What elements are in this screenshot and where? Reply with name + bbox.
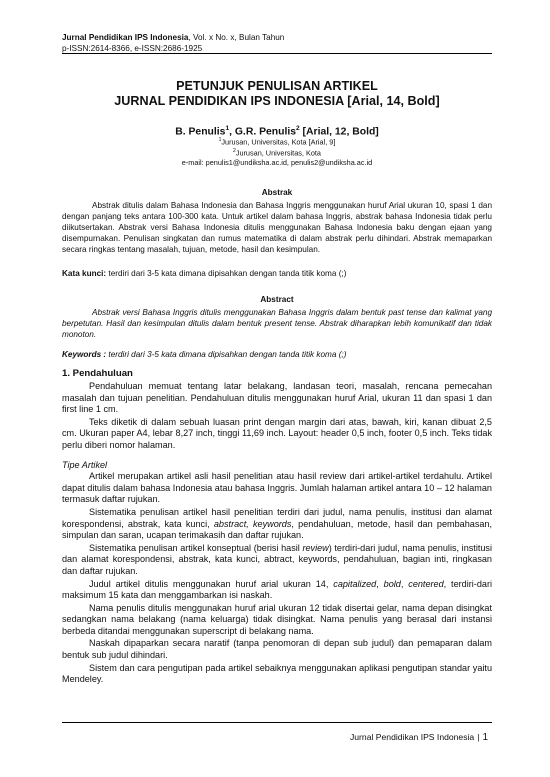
- affiliation-1-text: Jurusan, Universitas, Kota [Arial, 9]: [221, 137, 336, 147]
- running-header: [62, 32, 284, 54]
- author-2-name: G.R. Penulis: [234, 126, 297, 138]
- paragraph-6-comma-1: ,: [376, 578, 384, 589]
- abstrak-text: Abstrak ditulis dalam Bahasa Indonesia dan Bahasa Inggris menggunakan huruf Arial ukuran 10, spasi 1 dan dengan panjang teks antara 100-300 kata. Untuk artikel dalam bahasa Inggris, abstrak bahasa Indonesia tidak perlu diikutsertakan. Abstrak versi Bahasa Indonesia ditulis menggunakan Bahasa Indonesia baku dengan ejaan yang disempurnakan. Penulisan singkatan dan rumus matematika di dalam abstrak perlu dihindari. Abstrak memaparkan secara ringkas tentang masalah, tujuan, metode, hasil dan kesimpulan.: [62, 201, 492, 254]
- section-body: [62, 381, 492, 687]
- author-1-name: B. Penulis: [175, 126, 226, 138]
- page-footer: [350, 732, 488, 743]
- paragraph-4-part-b: , pendahuluan, metode, hasil dan pembahasan, simpulan dan saran, ucapan terimakasih dan daftar rujukan.: [62, 518, 493, 541]
- title-line-2: JURNAL PENDIDIKAN IPS INDONESIA [Arial, 14, Bold]: [114, 94, 440, 108]
- affiliation-1: [62, 136, 492, 147]
- author-format-note: [Arial, 12, Bold]: [299, 126, 379, 138]
- paragraph-8: Naskah dipaparkan secara naratif (tanpa penomoran di depan sub judul) dan pemaparan dalam bentuk sub judul dihindari.: [62, 638, 492, 661]
- footer-separator: |: [477, 732, 480, 742]
- affiliation-1-superscript: 1: [218, 137, 222, 143]
- affiliation-2-superscript: 2: [233, 148, 236, 155]
- page-number: 1: [482, 732, 488, 743]
- paragraph-4-part-a: Sistematika penulisan artikel hasil penelitian terdiri dari judul, nama penulis, institusi dan alamat korespondensi, abstrak, kata kunci,: [62, 506, 492, 529]
- paragraph-5-part-b: ) terdiri-dari judul, nama penulis, institusi dan alamat korespondensi, abstrak, kata kunci, abtract, keywords, pendahuluan, bagian inti, ringkasan dan daftar rujukan.: [62, 542, 492, 576]
- author-separator: ,: [229, 126, 235, 138]
- keywords-line: [62, 349, 492, 360]
- keywords-text: terdiri dari 3-5 kata dimana dipisahkan dengan tanda titik koma (;): [106, 350, 347, 359]
- paragraph-2: Teks diketik di dalam sebuah luasan print dengan margin dari atas, bawah, kiri, kanan dibuat 2,5 cm. Ukuran paper A4, lebar 8,27 inch, tinggi 11,69 inch. Layout: header 0,5 inch, footer 0,5 inch. Teks tidak perlu diberi nomor halaman.: [62, 416, 492, 450]
- author-1-superscript: 1: [225, 125, 230, 132]
- section-heading-pendahuluan: 1. Pendahuluan: [62, 368, 133, 379]
- abstract-heading: Abstract: [260, 295, 294, 304]
- abstrak-heading: Abstrak: [261, 188, 293, 197]
- paragraph-6-italic-1: capitalized: [333, 578, 377, 589]
- footer-divider: [62, 722, 492, 723]
- paragraph-4-italic: abstract, keywords: [213, 518, 292, 529]
- header-journal-name: Jurnal Pendidikan IPS Indonesia: [62, 33, 189, 42]
- paragraph-6-part-a: Judul artikel ditulis menggunakan huruf arial ukuran 14,: [89, 578, 334, 589]
- paragraph-5-part-a: Sistematika penulisan artikel konseptual (berisi hasil: [89, 542, 303, 553]
- paragraph-3: Artikel merupakan artikel asli hasil penelitian atau hasil review dari artikel-artikel terdahulu. Artikel dapat ditulis dalam bahasa Indonesia atau bahasa Inggris. Jumlah halaman artikel antara 10 – 12 halaman termasuk daftar rujukan.: [62, 471, 492, 505]
- abstract-text: Abstrak versi Bahasa Inggris ditulis menggunakan Bahasa Inggris dalam bentuk past tense dan kalimat yang berpetutan. Hasil dan kesimpulan ditulis dalam bentuk present tense. Abstrak diharapkan lebih komunikatif dan tidak monoton.: [62, 308, 492, 339]
- paragraph-7: Nama penulis ditulis menggunakan huruf arial ukuran 12 tidak disertai gelar, nama depan disingkat sedangkan nama belakang (nama keluarga) tidak disingkat. Nama penulis yang berasal dari instansi berbeda ditandai menggunakan superscript di belakang nama.: [62, 602, 492, 636]
- paragraph-5-italic: review: [302, 542, 329, 553]
- title-line-1: PETUNJUK PENULISAN ARTIKEL: [176, 79, 378, 93]
- kata-kunci-line: [62, 268, 492, 279]
- header-journal-line: [62, 32, 284, 43]
- kata-kunci-text: terdiri dari 3-5 kata dimana dipisahkan dengan tanda titik koma (;): [106, 269, 347, 278]
- affiliation-2-text: Jurusan, Universitas, Kota: [235, 148, 321, 158]
- paragraph-9: Sistem dan cara pengutipan pada artikel sebaiknya menggunakan aplikasi pengutipan standar yaitu Mendeley.: [62, 662, 492, 685]
- affiliations: [62, 136, 492, 168]
- header-issn: p-ISSN:2614-8366, e-ISSN:2686-1925: [62, 44, 203, 53]
- header-volume: , Vol. x No. x, Bulan Tahun: [188, 33, 285, 42]
- author-2-superscript: 2: [296, 125, 300, 132]
- subheading-tipe-artikel: Tipe Artikel: [62, 459, 108, 470]
- paragraph-6-italic-2: bold: [383, 578, 401, 589]
- paragraph-6-part-b: , terdiri-dari maksimum 15 kata dan menggambarkan isi naskah.: [62, 578, 492, 601]
- footer-journal: Jurnal Pendidikan IPS Indonesia: [349, 732, 475, 742]
- paragraph-5: [62, 543, 492, 578]
- paragraph-4: [62, 507, 492, 542]
- keywords-label: Keywords :: [62, 350, 107, 359]
- author-emails: e-mail: penulis1@undiksha.ac.id, penulis2@undiksha.ac.id: [181, 158, 373, 168]
- paragraph-6-comma-2: ,: [400, 578, 409, 589]
- header-divider: [62, 53, 492, 54]
- paragraph-6: [62, 579, 492, 602]
- paragraph-6-italic-3: centered: [408, 578, 444, 589]
- kata-kunci-label: Kata kunci:: [62, 269, 107, 278]
- paragraph-1: Pendahuluan memuat tentang latar belakang, landasan teori, masalah, rencana pemecahan masalah dan tujuan penelitian. Pendahuluan ditulis menggunakan huruf Arial, ukuran 11 dan spasi 1 dan first line 1 cm.: [62, 381, 492, 415]
- article-title: [62, 79, 492, 109]
- affiliation-2: [62, 147, 492, 158]
